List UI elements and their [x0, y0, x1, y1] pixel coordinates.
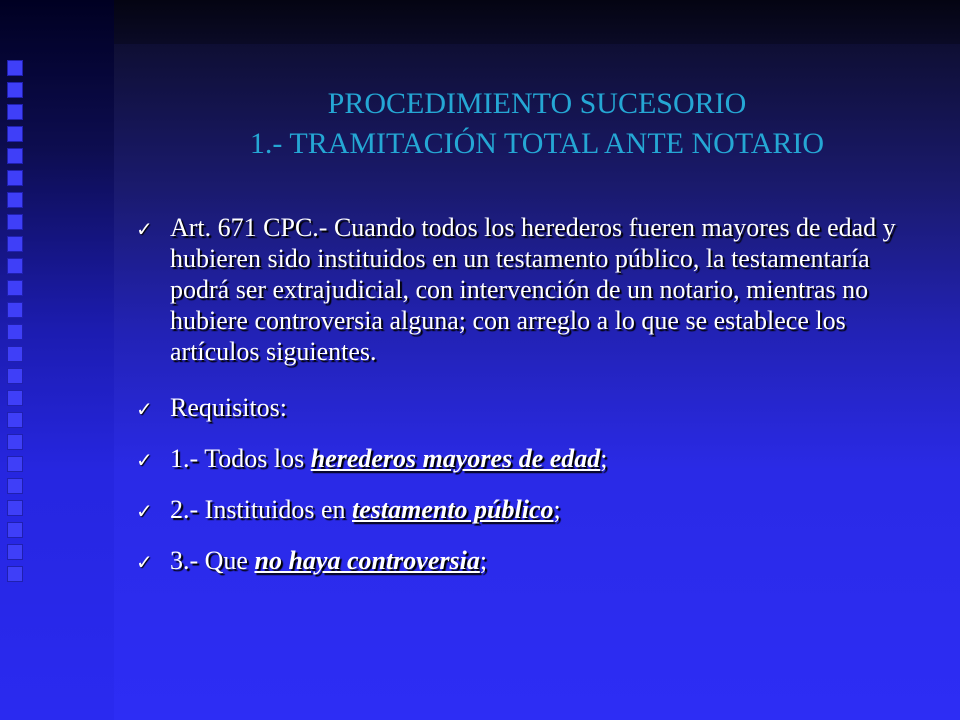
requirement-1-prefix: 1.- Todos los — [170, 444, 311, 473]
requirement-3-emphasis: no haya controversia — [254, 546, 480, 575]
decorative-square — [7, 302, 23, 318]
decorative-square — [7, 522, 23, 538]
decorative-square — [7, 478, 23, 494]
checkmark-icon: ✓ — [136, 499, 153, 523]
decorative-square — [7, 236, 23, 252]
requirement-2-emphasis: testamento público — [352, 495, 554, 524]
bullet-requirement-3 — [130, 545, 920, 576]
decorative-square — [7, 324, 23, 340]
requirement-3-prefix: 3.- Que — [170, 546, 255, 575]
requisitos-text: Requisitos: — [170, 393, 288, 422]
title-line-2: 1.- TRAMITACIÓN TOTAL ANTE NOTARIO — [249, 127, 825, 160]
decorative-square — [7, 60, 23, 76]
decorative-square — [7, 456, 23, 472]
decorative-square — [7, 566, 23, 582]
requirement-2-suffix: ; — [553, 495, 561, 524]
checkmark-icon: ✓ — [136, 217, 153, 241]
decorative-square — [7, 280, 23, 296]
bullet-requisitos — [130, 392, 920, 423]
top-dark-bar — [114, 0, 960, 44]
bullet-list — [130, 212, 920, 596]
decorative-square — [7, 368, 23, 384]
decorative-square — [7, 258, 23, 274]
decorative-square — [7, 434, 23, 450]
decorative-square — [7, 170, 23, 186]
requirement-1-suffix: ; — [600, 444, 608, 473]
decorative-square — [7, 126, 23, 142]
requirement-3-suffix: ; — [479, 546, 488, 575]
requirement-1-emphasis: herederos mayores de edad — [310, 444, 601, 473]
slide-title — [114, 84, 960, 164]
decorative-square — [7, 148, 23, 164]
decorative-square — [7, 544, 23, 560]
decorative-square — [7, 82, 23, 98]
article-text: Art. 671 CPC.- Cuando todos los herederos fueren mayores de edad y hubieren sido instituidos en un testamento público, la testamentaría podrá ser extrajudicial, con intervención de un notario, mientras no hubiere controversia alguna; con arreglo a lo que se establece los artículos siguientes. — [170, 213, 896, 366]
checkmark-icon: ✓ — [136, 550, 153, 574]
bullet-article — [130, 212, 920, 367]
left-decoration-band — [0, 0, 114, 720]
decorative-square — [7, 104, 23, 120]
decorative-squares — [7, 60, 25, 588]
decorative-square — [7, 390, 23, 406]
decorative-square — [7, 500, 23, 516]
decorative-square — [7, 192, 23, 208]
requirement-2-prefix: 2.- Instituidos en — [170, 495, 352, 524]
checkmark-icon: ✓ — [136, 397, 153, 421]
bullet-requirement-2 — [130, 494, 920, 525]
decorative-square — [7, 214, 23, 230]
decorative-square — [7, 412, 23, 428]
bullet-requirement-1 — [130, 443, 920, 474]
checkmark-icon: ✓ — [136, 448, 153, 472]
decorative-square — [7, 346, 23, 362]
title-line-1: PROCEDIMIENTO SUCESORIO — [327, 87, 747, 120]
